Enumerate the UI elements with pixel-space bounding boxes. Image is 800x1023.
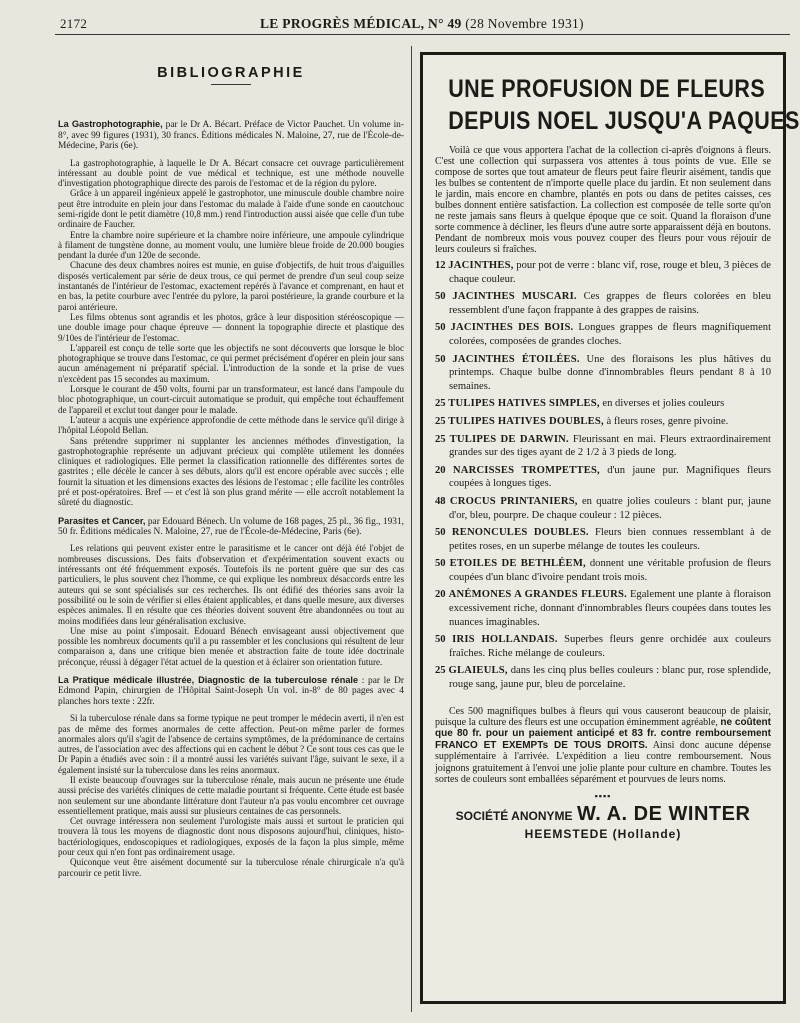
column-rule bbox=[411, 46, 412, 1012]
ad-item-name: TULIPES HATIVES DOUBLES, bbox=[448, 415, 604, 427]
journal-title: LE PROGRÈS MÉDICAL, N° 49 bbox=[260, 16, 462, 31]
ad-item-quantity: 50 bbox=[435, 634, 446, 646]
ad-item-name: GLAIEULS, bbox=[448, 665, 508, 677]
company-name: W. A. DE WINTER bbox=[576, 803, 751, 826]
ad-item-name: JACINTHES, bbox=[448, 260, 514, 271]
entry-paragraph: Lorsque le courant de 450 volts, fourni par un transformateur, est lancé dans l'ampoule du bloc photographique, un court-circuit automatique se produit, qui empêche tout échauffement de l'appareil et exclut tout danger pour le malade. bbox=[58, 384, 404, 415]
ad-item-description: en diverses et jolies couleurs bbox=[599, 398, 725, 410]
entry-paragraph: Cet ouvrage intéressera non seulement l'urologiste mais aussi et surtout le praticien qui trouvera là tous les moyens de diagnostic dont nous disposons aujourd'hui, cliniques, histo-bactériologiques, endoscopiques et radiologiques, exposés de la façon la plus simple, même pour ceux qui n'en font pas ordinairement usage. bbox=[58, 816, 404, 858]
ad-item-description: Une des floraisons les plus hâtives du printemps. Chaque bulbe donne d'innombrables fleurs pendant 8 à 10 semaines. bbox=[449, 353, 772, 392]
ad-headline-line-2: DEPUIS NOEL JUSQU'A PAQUES bbox=[448, 107, 800, 135]
ad-item-quantity: 20 bbox=[435, 589, 446, 601]
entry-paragraph: L'appareil est conçu de telle sorte que les objectifs ne sont découverts que lorsque le bloc photographique se trouve dans l'estomac, ce qui permet précisément d'opérer en plein jour sans aucun aménagement ni préparatif spécial. L'introduction de la sonde et la prise de vues n'excèdent pas 15 secondes au maximum. bbox=[58, 342, 404, 384]
ad-item-description: dans les cinq plus belles couleurs : blanc pur, rose splendide, rouge sang, jaune pur, bleu de porcelaine. bbox=[449, 665, 771, 691]
ad-item-quantity: 50 bbox=[435, 353, 446, 365]
ad-item-quantity: 25 bbox=[435, 665, 446, 677]
bibliography-entry bbox=[58, 119, 404, 507]
ad-item-description: Longues grappes de fleurs magnifiquement colorées, composées de grandes cloches. bbox=[449, 322, 772, 347]
ad-offer bbox=[435, 706, 771, 786]
ad-item-quantity: 50 bbox=[435, 322, 446, 334]
ad-item bbox=[435, 633, 771, 660]
ad-item-name: IRIS HOLLANDAIS. bbox=[452, 634, 558, 646]
entry-paragraph: Chacune des deux chambres noires est munie, en guise d'objectifs, de huit trous d'aiguilles disposés verticalement par série de deux trous, ce qui permet de prendre d'un seul coup seize instantanés de l'intérieur de l'estomac, exactement repérés à l'avance et comprenant, en haut et en bas, la petite courbure avec l'entrée du pylore, la paroi postérieure, la grande courbure et la paroi antérieure. bbox=[58, 260, 404, 312]
issue-date: (28 Novembre 1931) bbox=[465, 16, 584, 31]
ad-item bbox=[435, 259, 771, 286]
entry-citation bbox=[58, 516, 404, 538]
ad-offer-details: Ainsi donc aucune dépense supplémentaire à l'arrivée. L'expédition a lieu contre remboursement. Nous joignons gratuitement à l'envoi une jolie plante pour culture en chambre. Toutes les sortes de couleurs sont emballées séparément et pourvues de leurs noms. bbox=[435, 739, 771, 786]
bibliography-column bbox=[58, 60, 404, 886]
entry-paragraph: La gastrophotographie, à laquelle le Dr A. Bécart consacre cet ouvrage particulièrement intéressant au double point de vue médical et technique, est une méthode nouvelle d'investigation photographique directe des parois de l'estomac et de la région du pylore. bbox=[58, 157, 404, 189]
ad-item-description: Fleurs bien connues ressemblant à de petites roses, en un superbe mélange de toutes les couleurs. bbox=[449, 527, 771, 552]
ad-item bbox=[435, 495, 771, 522]
ad-item bbox=[435, 557, 771, 584]
section-title: BIBLIOGRAPHIE bbox=[157, 65, 305, 81]
entry-citation bbox=[58, 119, 404, 151]
ad-item-description: Ces grappes de fleurs colorées en bleu ressemblent d'une façon frappante à des grappes de raisins. bbox=[449, 291, 771, 316]
ad-item-description: Fleurissant en mai. Fleurs extraordinairement grandes sur des tiges ayant de 2 1/2 à 3 pieds de long. bbox=[449, 433, 772, 459]
ad-item-name: NARCISSES TROMPETTES, bbox=[452, 464, 600, 476]
ad-intro: Voilà ce que vous apportera l'achat de la collection ci-après d'oignons à fleurs. C'est une collection qui surpassera vos attentes à tous points de vue. Elle se compose de sortes que tout amateur de fleurs peut faire fleurir aisément, tandis que les bulbes se contentent de n'importe quelle place du jardin. Et non seulement dans le jardin, mais encore en chambre, plantés en pots ou dans de petites caisses, ces bulbes donnent entière satisfaction. La collection est composée de telle sorte qu'on ne reste jamais sans fleurs à quelque époque que ce soit. Quand la floraison d'une sorte commence à décliner, les fleurs d'une autre sorte apparaissent déjà en boutons. Pendant de nombreux mois vous pouvez couper des fleurs pour vous réjouir de leurs couleurs si fraîches. bbox=[435, 145, 771, 255]
ad-item-quantity: 50 bbox=[435, 527, 446, 539]
entry-paragraph: Les films obtenus sont agrandis et les photos, grâce à leur disposition stéréoscopique — une double image pour chaque épreuve — donnent la topographie directe et plastique des 9/10es de l'intérieur de l'estomac. bbox=[58, 311, 404, 343]
ad-signature bbox=[423, 803, 783, 841]
entry-paragraph: Si la tuberculose rénale dans sa forme typique ne peut tromper le médecin averti, il n'en est pas de même des formes anormales de cette affection. Peut-on même parler de formes anormales alors qu'il s'agit de l'absence de certains symptômes, de la prédominance de certains autres, de l'association avec des affections qui en cachent le début ? Ce sont tous ces cas que le Dr Papin a étudiés avec soin : il a montré aussi les variétés suivant l'âge, suivant le sexe, il a également insisté sur la tuberculose dans les reins anormaux. bbox=[58, 713, 404, 775]
ad-item bbox=[435, 321, 771, 348]
ad-item bbox=[435, 397, 771, 411]
ad-item-name: JACINTHES MUSCARI. bbox=[452, 291, 577, 303]
ad-item-name: TULIPES DE DARWIN. bbox=[449, 433, 569, 445]
header-rule bbox=[55, 34, 790, 35]
ad-item-description: donnent une véritable profusion de fleurs coupées d'un blanc d'ivoire pendant trois mois. bbox=[449, 558, 771, 583]
ad-item-quantity: 25 bbox=[435, 415, 446, 427]
ad-item-quantity: 50 bbox=[435, 558, 446, 570]
ad-headline bbox=[448, 73, 800, 137]
flower-advertisement bbox=[420, 52, 800, 1004]
entry-paragraph: Une mise au point s'imposait. Edouard Bénech envisageant aussi objectivement que possible les nombreux documents qu'il a pu rassembler et les conclusions qui résultent de leur comparaison a, dans une critique bien menée et abstraction faite de toute idée doctrinale préconçue, réussi à dégager l'état actuel de la question et à éclairer son orientation future. bbox=[58, 625, 404, 667]
ad-offer-price: ne coûtent que 80 fr. pour un paiement anticipé et 83 fr. contre remboursement FRANCO ET EXEMPTs DE TOUS DROITS. bbox=[435, 717, 771, 751]
entry-reference: par Edouard Bénech. Un volume de 168 pages, 25 pl., 36 fig., 1931, 50 fr. Éditions médicales N. Maloine, 27, rue de l'École-de-Médecine, Paris (6e). bbox=[58, 516, 404, 538]
entry-paragraph: L'auteur a acquis une expérience approfondie de cette méthode dans le service qu'il dirige à l'hôpital Léopold Bellan. bbox=[58, 414, 404, 436]
ad-item-name: JACINTHES ÉTOILÉES. bbox=[452, 353, 580, 365]
ad-item bbox=[435, 290, 771, 317]
ad-item-name: TULIPES HATIVES SIMPLES, bbox=[448, 398, 600, 410]
ad-item-quantity: 25 bbox=[435, 398, 446, 410]
ad-item-list bbox=[423, 259, 783, 692]
ad-item-name: ETOILES DE BETHLÉEM, bbox=[449, 558, 586, 570]
entry-reference: : par le Dr Edmond Papin, chirurgien de l'Hôpital Saint-Joseph Un vol. in-8° de 80 pages avec 4 planches hors texte : 22fr. bbox=[58, 675, 404, 707]
ad-item-name: RENONCULES DOUBLES. bbox=[451, 527, 589, 539]
entry-citation bbox=[58, 675, 404, 707]
ad-item-quantity: 12 bbox=[435, 260, 446, 271]
entry-title: Parasites et Cancer, bbox=[58, 515, 146, 526]
page-header bbox=[60, 14, 784, 34]
company-prefix: SOCIÉTÉ ANONYME bbox=[455, 809, 573, 824]
ad-separator: ▪▪▪▪ bbox=[594, 791, 612, 802]
entry-paragraph: Entre la chambre noire supérieure et la chambre noire inférieure, une ampoule cylindrique à filament de tungstène donne, au moment voulu, une lumière bleue froide de 20.000 bougies pendant la durée d'un 120e de seconde. bbox=[58, 229, 404, 261]
ad-item-description: à fleurs roses, genre pivoine. bbox=[603, 415, 729, 427]
ad-item-description: Egalement une plante à floraison excessivement riche, donnant d'innombrables fleurs coupées dans toutes les nuances imaginables. bbox=[449, 589, 771, 628]
ad-item bbox=[435, 588, 771, 629]
entry-title: La Gastrophotographie, bbox=[58, 119, 163, 130]
ad-item-description: d'un jaune pur. Magnifiques fleurs coupées à longues tiges. bbox=[449, 464, 772, 490]
entry-paragraph: Quiconque veut être aisément documenté sur la tuberculose rénale chirurgicale n'a qu'à parcourir ce petit livre. bbox=[58, 857, 404, 878]
ad-headline-line-1: UNE PROFUSION DE FLEURS bbox=[448, 75, 766, 103]
ad-item-description: Superbes fleurs genre orchidée aux couleurs fraîches. Riche mélange de couleurs. bbox=[449, 634, 772, 659]
entry-paragraph: Sans prétendre supprimer ni supplanter les anciennes méthodes d'investigation, la gastrophotographie représente un adjuvant précieux qui complète utilement les données cliniques et radiologiques. Elle permet la classification rationnelle des différentes sortes de gastrites ; elle décèle le cancer à ses débuts, alors qu'il est encore opérable avec succès ; elle fournit la situation et les dimensions exactes des lésions de l'estomac ; elle facilite les contrôles pré et post-opératoires. Bref — et c'est là son plus grand mérite — elle accroît notablement la sûreté du diagnostic. bbox=[58, 435, 404, 508]
ad-item-name: CROCUS PRINTANIERS, bbox=[449, 495, 578, 507]
ad-item bbox=[435, 433, 771, 460]
ad-item-name: JACINTHES DES BOIS. bbox=[450, 322, 574, 334]
entry-paragraph: Il existe beaucoup d'ouvrages sur la tuberculose rénale, mais aucun ne présente une étude aussi précise des variétés cliniques de cette maladie pourtant si fréquente. Cette étude est basée non seulement sur une abondante littérature dont l'auteur n'a pas voulu encombrer cet ouvrage essentiellement pratique, mais aussi sur plusieurs centaines de cas personnels. bbox=[58, 774, 404, 816]
entry-paragraph: Les relations qui peuvent exister entre le parasitisme et le cancer ont déjà été l'objet de nombreuses discussions. Des faits d'observation et d'expérimentation souvent exacts ou intéressants ont été fréquemment exposés. Toutefois ils ne portent guère que sur des cas particuliers, le plus souvent chez l'homme, ce qui explique les nombreux désaccords entre les auteurs qui se sont spécialisés sur ces recherches. Ils ont édifié des théories sans avoir la possibilité ou le soin de vérifier si elles étaient applicables, et dans quelle mesure, aux diverses espèces animales. Il en résulte que ces théories doivent souvent être abandonnées ou tout au moins modifiées dans leur généralisation exclusive. bbox=[58, 543, 404, 626]
bibliography-entries bbox=[58, 119, 404, 878]
ad-item-quantity: 25 bbox=[435, 433, 446, 445]
title-rule bbox=[211, 84, 251, 85]
ad-item-description: pour pot de verre : blanc vif, rose, rouge et bleu, 3 pièces de chaque couleur. bbox=[449, 260, 771, 285]
ad-item-name: ANÉMONES A GRANDES FLEURS. bbox=[448, 589, 627, 601]
running-title bbox=[260, 16, 584, 32]
ad-item bbox=[435, 664, 771, 691]
ad-item-quantity: 20 bbox=[435, 464, 446, 476]
ad-item bbox=[435, 526, 771, 553]
company-place: HEEMSTEDE (Hollande) bbox=[524, 827, 682, 842]
bibliography-entry bbox=[58, 516, 404, 667]
ad-offer-intro: Ces 500 magnifiques bulbes à fleurs qui vous causeront beaucoup de plaisir, puisque la culture des fleurs est une occupation éminemment agréable, bbox=[435, 705, 771, 729]
entry-title: La Pratique médicale illustrée, Diagnostic de la tuberculose rénale bbox=[58, 674, 359, 685]
ad-item bbox=[435, 353, 771, 394]
entry-paragraph: Grâce à un appareil ingénieux appelé le gastrophotor, une minuscule double chambre noire peut être introduite en plein jour dans l'estomac du malade à l'aide d'une sonde en caoutchouc semi-rigide dont le petit diamètre (10,8 mm.) rend l'introduction aussi aisée que celle d'un tube ordinaire de Faucher. bbox=[58, 188, 404, 230]
entry-reference: par le Dr A. Bécart. Préface de Victor Pauchet. Un volume in-8°, avec 99 figures (1931), 30 francs. Éditions médicales N. Maloine, 27, rue de l'École-de-Médecine, Paris (6e). bbox=[58, 120, 404, 152]
ad-item bbox=[435, 415, 771, 429]
ad-item-description: en quatre jolies couleurs : blant pur, jaune d'or, bleu, pourpre. De chaque couleur : 12 pièces. bbox=[449, 495, 771, 521]
bibliography-entry bbox=[58, 675, 404, 878]
ad-item bbox=[435, 464, 771, 491]
ad-item-quantity: 50 bbox=[435, 291, 446, 303]
ad-item-quantity: 48 bbox=[435, 495, 446, 507]
page-number: 2172 bbox=[60, 16, 88, 31]
